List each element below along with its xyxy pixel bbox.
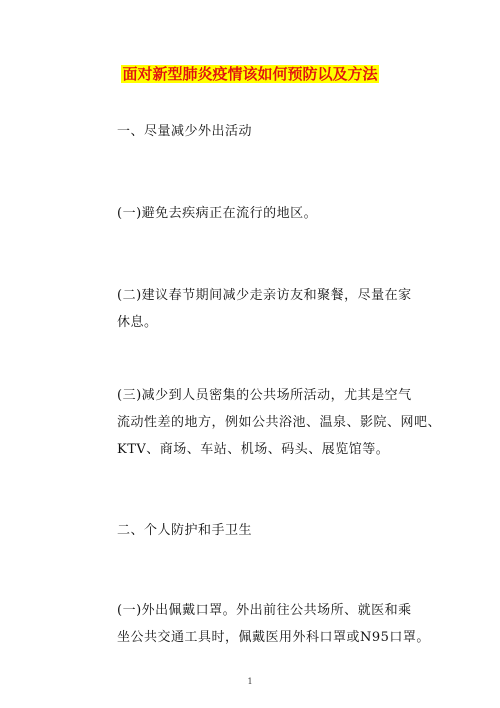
paragraph-line: (三)减少到人员密集的公共场所活动，尤其是空气: [117, 388, 412, 403]
paragraph-line: (一)外出佩戴口罩。外出前往公共场所、就医和乘: [117, 603, 412, 618]
paragraph-line: KTV、商场、车站、机场、码头、展览馆等。: [117, 442, 390, 457]
section-heading-2: 二、个人防护和手卫生: [117, 523, 253, 538]
page-number: 1: [247, 677, 253, 686]
paragraph-line: 坐公共交通工具时，佩戴医用外科口罩或N95口罩。: [117, 630, 430, 645]
paragraph-line: (一)避免去疾病正在流行的地区。: [117, 206, 318, 221]
highlighted-title-text: 面对新型肺炎疫情该如何预防以及方法: [122, 65, 378, 83]
document-title: [0, 64, 500, 84]
paragraph-line: 休息。: [117, 315, 158, 330]
paragraph-line: (二)建议春节期间减少走亲访友和聚餐，尽量在家: [117, 288, 412, 303]
section-heading-1: 一、尽量减少外出活动: [117, 124, 253, 139]
paragraph-line: 流动性差的地方，例如公共浴池、温泉、影院、网吧、: [117, 415, 442, 430]
